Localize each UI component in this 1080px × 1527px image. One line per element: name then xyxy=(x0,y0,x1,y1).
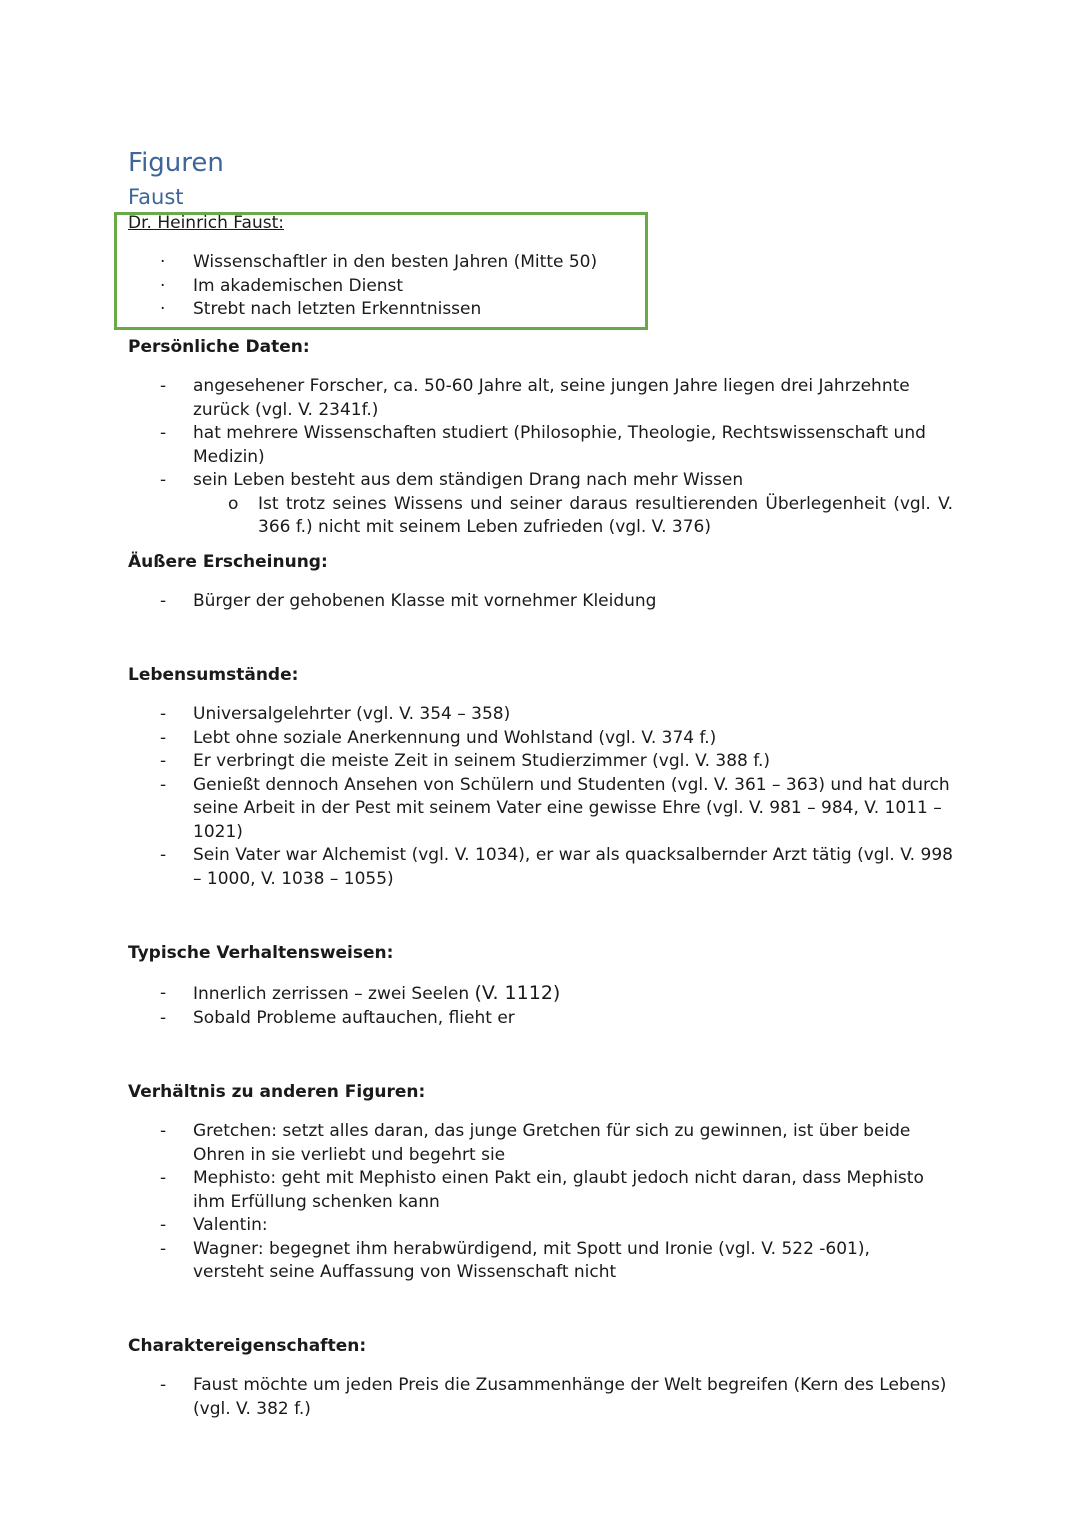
dash-bullet: - xyxy=(160,376,167,396)
list-item: - Universalgelehrter (vgl. V. 354 – 358) xyxy=(0,703,953,727)
list-item: - hat mehrere Wissenschaften studiert (Philosophie, Theologie, Rechtswissenschaft und Medizin) xyxy=(160,423,926,467)
dash-bullet: - xyxy=(160,591,167,611)
sub-list-item: o Ist trotz seines Wissens und seiner daraus resultierenden Überlegenheit (vgl. V. 366 f.) nicht mit seinem Leben zufrieden (vgl. V. 376) xyxy=(228,493,953,537)
page-title: Figuren xyxy=(128,148,224,178)
dash-bullet: - xyxy=(160,983,167,1003)
list-item: - Sobald Probleme auftauchen, flieht er xyxy=(0,1007,953,1031)
list-item: · Wissenschaftler in den besten Jahren (Mitte 50) xyxy=(0,251,953,275)
heading-verhaltensweisen: Typische Verhaltensweisen: xyxy=(128,943,394,963)
list-item: - angesehener Forscher, ca. 50-60 Jahre alt, seine jungen Jahre liegen drei Jahrzehnte zurück (vgl. V. 2341f.) xyxy=(160,376,910,420)
section-title-faust: Faust xyxy=(128,185,184,209)
dot-bullet: · xyxy=(160,275,166,296)
list-item: - Bürger der gehobenen Klasse mit vornehmer Kleidung xyxy=(0,590,953,614)
list-item: - sein Leben besteht aus dem ständigen Drang nach mehr Wissen xyxy=(0,469,953,493)
dash-bullet: - xyxy=(160,1168,167,1188)
dot-bullet: · xyxy=(160,299,166,319)
dash-bullet: - xyxy=(160,1238,167,1259)
dash-bullet: - xyxy=(160,1375,167,1395)
list-item: - Genießt dennoch Ansehen von Schülern und Studenten (vgl. V. 361 – 363) und hat durch seine Arbeit in der Pest mit seinem Vater eine gewisse Ehre (vgl. V. 981 – 984, V. 1011 – 1021) xyxy=(160,774,950,842)
dash-bullet: - xyxy=(160,1215,167,1235)
charakter-list xyxy=(0,1374,963,1421)
verse-reference: (V. 1112) xyxy=(474,982,561,1004)
dash-bullet: - xyxy=(160,1121,167,1141)
dash-bullet: - xyxy=(160,704,167,724)
dash-bullet: - xyxy=(160,423,167,443)
list-item: - Faust möchte um jeden Preis die Zusammenhänge der Welt begreifen (Kern des Lebens) (vgl. V. 382 f.) xyxy=(160,1375,947,1419)
list-item: - Er verbringt die meiste Zeit in seinem Studierzimmer (vgl. V. 388 f.) xyxy=(0,750,953,774)
erscheinung-list xyxy=(0,590,953,614)
dash-bullet: - xyxy=(160,845,167,865)
list-item: - Wagner: begegnet ihm herabwürdigend, mit Spott und Ironie (vgl. V. 522 -601), versteht seine Auffassung von Wissenschaft nicht xyxy=(160,1238,870,1282)
circle-bullet: o xyxy=(228,493,239,514)
heading-aeussere-erscheinung: Äußere Erscheinung: xyxy=(128,552,328,572)
list-item: · Im akademischen Dienst xyxy=(0,275,953,299)
dash-bullet: - xyxy=(160,470,167,490)
verhalten-list xyxy=(0,982,953,1030)
verhaeltnis-list xyxy=(0,1120,953,1285)
heading-lebensumstaende: Lebensumstände: xyxy=(128,665,299,685)
list-item: - Sein Vater war Alchemist (vgl. V. 1034), er war als quacksalbernder Arzt tätig (vgl. V. 998 – 1000, V. 1038 – 1055) xyxy=(160,845,953,889)
list-item: - Valentin: xyxy=(0,1214,953,1238)
dot-bullet: · xyxy=(160,252,166,272)
heading-persoenliche-daten: Persönliche Daten: xyxy=(128,337,310,357)
list-item: - Innerlich zerrissen – zwei Seelen (V. 1112) xyxy=(160,982,561,1004)
list-item: - Gretchen: setzt alles daran, das junge Gretchen für sich zu gewinnen, ist über beide Ohren in sie verliebt und begehrt sie xyxy=(160,1121,911,1165)
heading-verhaeltnis: Verhältnis zu anderen Figuren: xyxy=(128,1082,426,1102)
list-item: - Lebt ohne soziale Anerkennung und Wohlstand (vgl. V. 374 f.) xyxy=(0,727,953,751)
intro-list xyxy=(0,251,953,322)
dash-bullet: - xyxy=(160,751,167,771)
name-line: Dr. Heinrich Faust: xyxy=(128,213,284,233)
dash-bullet: - xyxy=(160,727,167,748)
dash-bullet: - xyxy=(160,1007,167,1028)
heading-charaktereigenschaften: Charaktereigenschaften: xyxy=(128,1336,367,1356)
lebensumstaende-list xyxy=(0,703,953,891)
dash-bullet: - xyxy=(160,774,167,795)
persoenlich-list xyxy=(0,375,953,540)
list-item: · Strebt nach letzten Erkenntnissen xyxy=(0,298,953,322)
list-item: - Mephisto: geht mit Mephisto einen Pakt ein, glaubt jedoch nicht daran, dass Mephisto ihm Erfüllung schenken kann xyxy=(160,1168,924,1212)
